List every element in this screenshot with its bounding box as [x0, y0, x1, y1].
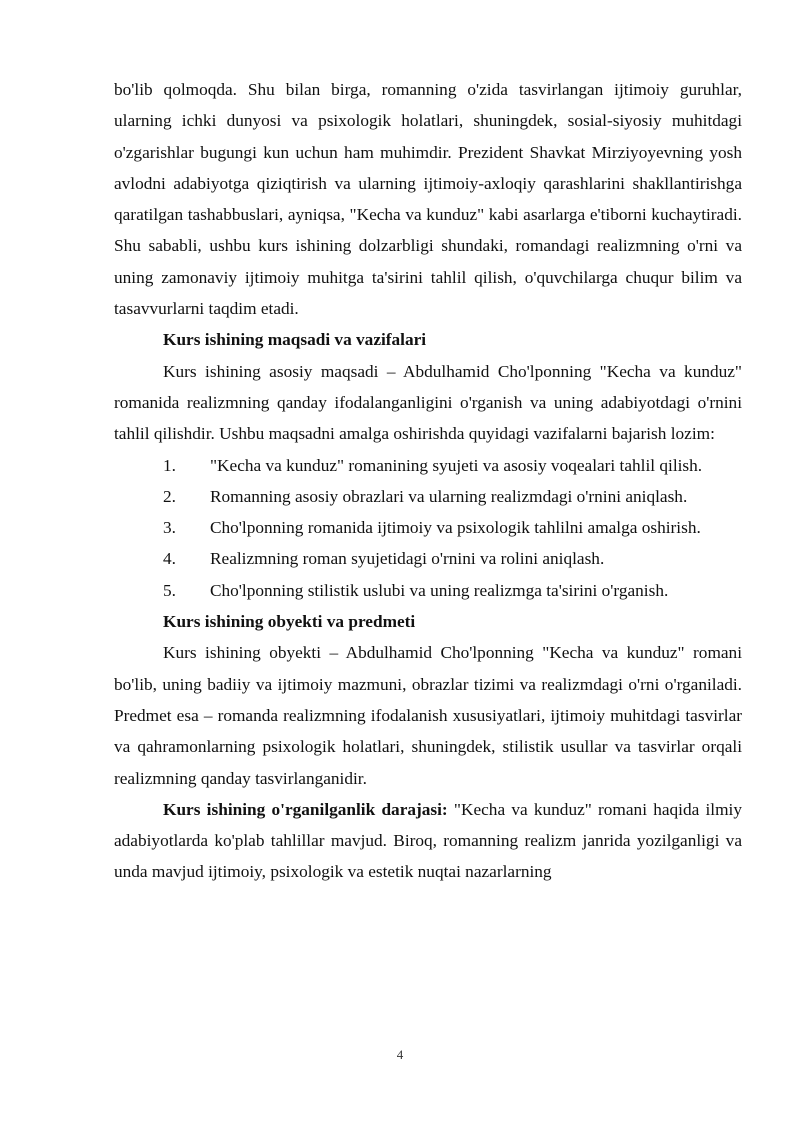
task-number: 4.	[163, 549, 176, 569]
task-number: 3.	[163, 518, 176, 538]
task-text: Realizmning roman syujetidagi o'rnini va rolini aniqlash.	[210, 549, 605, 569]
task-list-item	[114, 481, 742, 512]
task-list-item	[114, 575, 742, 606]
paragraph-study-level	[114, 794, 742, 888]
task-number: 1.	[163, 455, 176, 475]
heading-aim-and-tasks: Kurs ishining maqsadi va vazifalari	[163, 330, 427, 350]
page-number: 4	[396, 1047, 404, 1062]
task-text: Romanning asosiy obrazlari va ularning realizmdagi o'rnini aniqlash.	[210, 486, 688, 506]
task-list-item	[114, 450, 742, 481]
task-number: 5.	[163, 580, 176, 600]
task-text: Cho'lponning stilistik uslubi va uning realizmga ta'sirini o'rganish.	[210, 580, 669, 600]
study-level-lead: Kurs ishining o'rganilganlik darajasi:	[163, 799, 448, 819]
study-level-text: "Kecha va kunduz" romani haqida ilmiy adabiyotlarda ko'plab tahlillar mavjud. Biroq, romanning realizm janrida yozilganligi va unda mavjud ijtimoiy, psixologik va estetik nuqtai nazarlarning	[114, 799, 742, 882]
task-number: 2.	[163, 486, 176, 506]
task-text: Cho'lponning romanida ijtimoiy va psixologik tahlilni amalga oshirish.	[210, 518, 701, 538]
task-text: "Kecha va kunduz" romanining syujeti va asosiy voqealari tahlil qilish.	[210, 455, 703, 475]
page-content	[114, 74, 742, 888]
task-list-item	[114, 543, 742, 574]
paragraph-object-subject: Kurs ishining obyekti – Abdulhamid Cho'lponning "Kecha va kunduz" romani bo'lib, uning badiiy va ijtimoiy mazmuni, obrazlar tizimi va realizmdagi o'rni o'rganiladi. Predmet esa – romanda realizmning ifodalanish xususiyatlari, ijtimoiy muhitdagi tasvirlar va qahramonlarning psixologik holatlari, shuningdek, stilistik usullar va tasvirlar orqali realizmning qanday tasvirlanganidir.	[114, 643, 742, 788]
paragraph-relevance-continued: bo'lib qolmoqda. Shu bilan birga, romanning o'zida tasvirlangan ijtimoiy guruhlar, ularning ichki dunyosi va psixologik holatlari, shuningdek, sosial-siyosiy muhitdagi o'zgarishlar bugungi kun uchun ham muhimdir. Prezident Shavkat Mirziyoyevning yosh avlodni adabiyotga qiziqtirish va ularning ijtimoiy-axloqiy qarashlarini shakllantirishga qaratilgan tashabbuslari, ayniqsa, "Kecha va kunduz" kabi asarlarga e'tiborni kuchaytiradi. Shu sababli, ushbu kurs ishining dolzarbligi shundaki, romandagi realizmning o'rni va uning zamonaviy ijtimoiy muhitga ta'sirini tahlil qilish, o'quvchilarga chuqur bilim va tasavvurlarni taqdim etadi.	[114, 80, 742, 319]
task-list-item	[114, 512, 742, 543]
heading-object-and-subject: Kurs ishining obyekti va predmeti	[163, 612, 416, 632]
paragraph-aim: Kurs ishining asosiy maqsadi – Abdulhamid Cho'lponning "Kecha va kunduz" romanida realizmning qanday ifodalanganligini o'rganish va uning adabiyotdagi o'rnini tahlil qilishdir. Ushbu maqsadni amalga oshirishda quyidagi vazifalarni bajarish lozim:	[114, 361, 742, 444]
